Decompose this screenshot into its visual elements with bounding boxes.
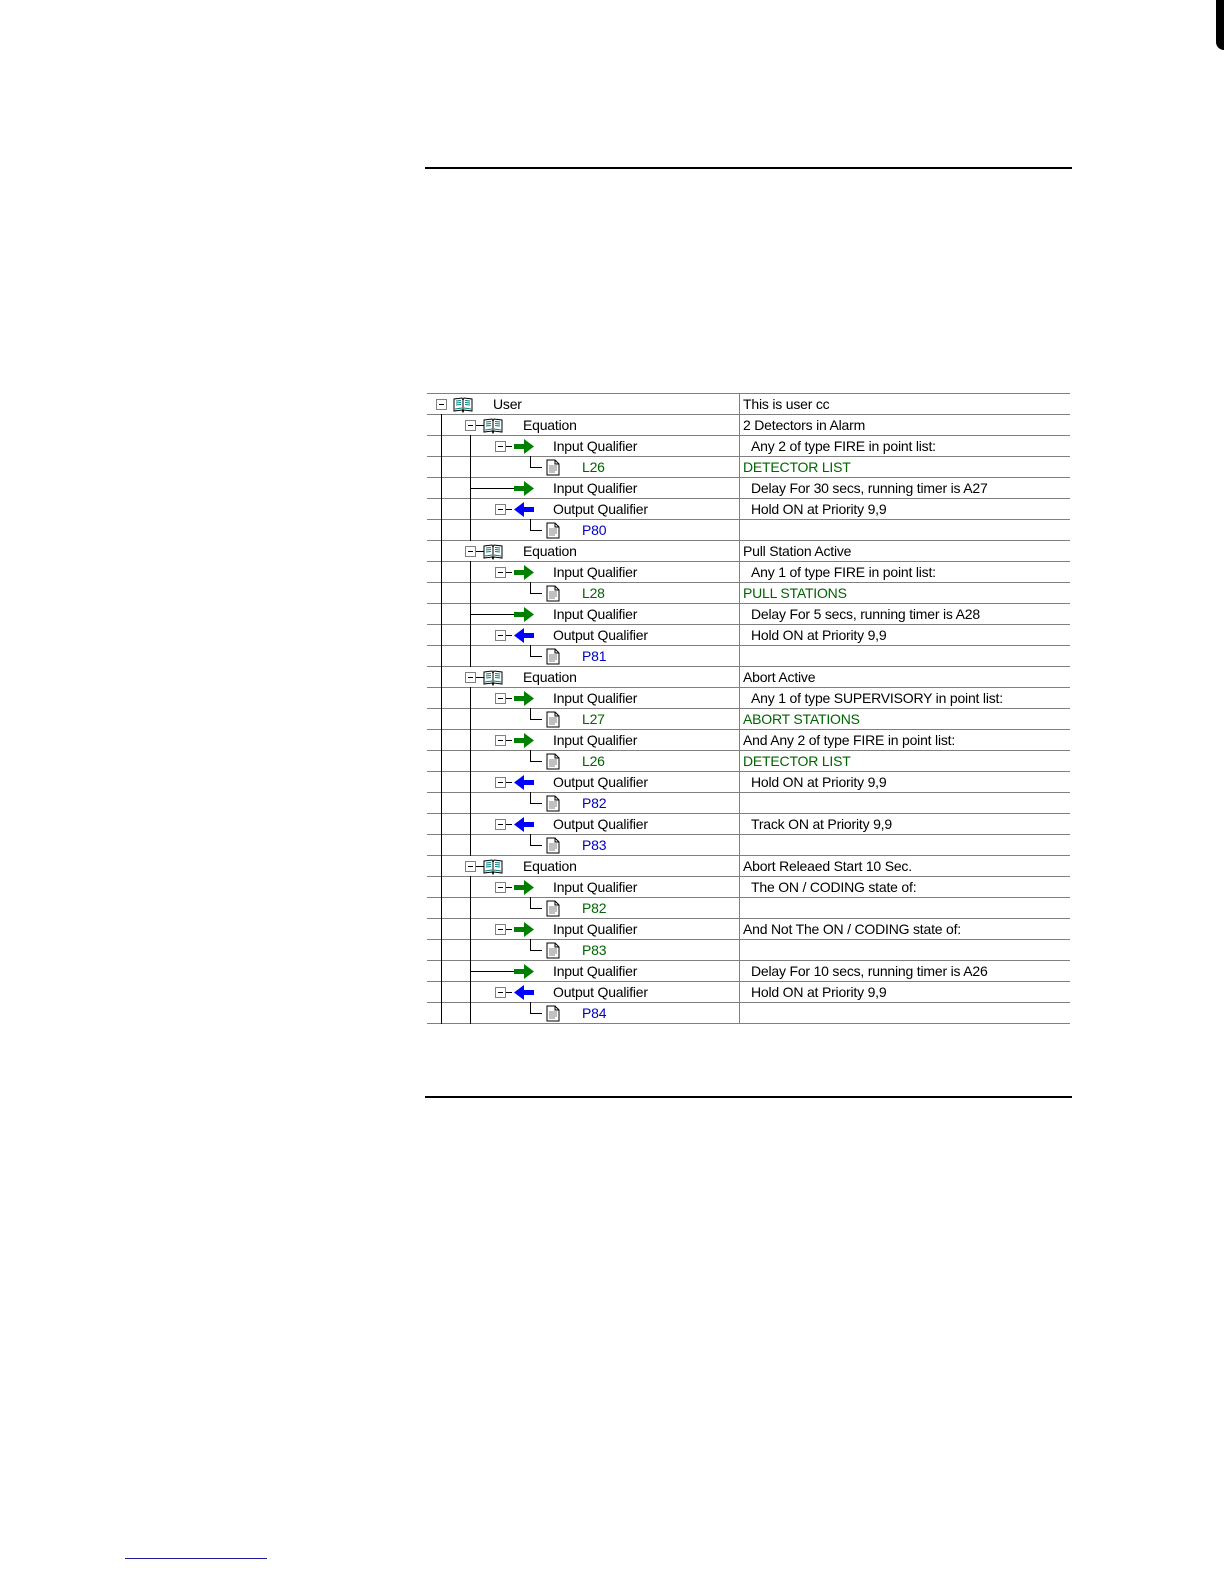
- tree-connector-root: [441, 603, 442, 625]
- tree-connector-equation: [470, 834, 471, 856]
- column-divider: [739, 792, 740, 814]
- footer-link-underline: [125, 1558, 267, 1559]
- column-divider: [739, 477, 740, 499]
- column-divider: [739, 498, 740, 520]
- column-divider: [739, 981, 740, 1003]
- tree-item-description: Hold ON at Priority 9,9: [751, 774, 887, 790]
- tree-connector-h: [530, 593, 542, 594]
- collapse-toggle[interactable]: [495, 735, 506, 746]
- tree-item-description: The ON / CODING state of:: [751, 879, 917, 895]
- tree-connector-root: [441, 771, 442, 793]
- collapse-toggle[interactable]: [495, 693, 506, 704]
- column-divider: [739, 624, 740, 646]
- tree-connector-root: [441, 876, 442, 898]
- column-divider: [739, 708, 740, 730]
- tree-connector-h: [530, 950, 542, 951]
- tree-row[interactable]: [427, 898, 1070, 919]
- tree-item-label: P82: [582, 795, 607, 811]
- tree-item-label: L28: [582, 585, 605, 601]
- tree-connector-h: [506, 635, 512, 636]
- tree-connector-h: [530, 719, 542, 720]
- tree-connector-h: [506, 887, 512, 888]
- top-rule: [425, 167, 1072, 169]
- tree-connector-root: [441, 666, 442, 688]
- column-divider: [739, 897, 740, 919]
- tree-item-label: L26: [582, 753, 605, 769]
- tree-row[interactable]: [427, 667, 1070, 688]
- tree-connector-root: [441, 687, 442, 709]
- tree-connector-root: [441, 414, 442, 436]
- tree-row[interactable]: [427, 415, 1070, 436]
- tree-connector-h: [506, 782, 512, 783]
- tree-item-label: Output Qualifier: [553, 501, 648, 517]
- tree-row[interactable]: [427, 520, 1070, 541]
- column-divider: [739, 687, 740, 709]
- tree-connector-h: [530, 656, 542, 657]
- tree-connector-root: [441, 477, 442, 499]
- tree-row[interactable]: [427, 457, 1070, 478]
- tree-connector-root: [441, 792, 442, 814]
- collapse-toggle[interactable]: [495, 777, 506, 788]
- tree-item-description: And Not The ON / CODING state of:: [743, 921, 962, 937]
- tree-row[interactable]: [427, 646, 1070, 667]
- tree-item-description: Delay For 10 secs, running timer is A26: [751, 963, 988, 979]
- tree-connector-h: [470, 971, 514, 972]
- tree-connector-equation: [470, 687, 471, 709]
- tree-connector-equation: [470, 435, 471, 457]
- tree-connector-h: [506, 740, 512, 741]
- tree-connector-root: [441, 750, 442, 772]
- tree-item-description: Abort Releaed Start 10 Sec.: [743, 858, 912, 874]
- tree-row[interactable]: [427, 919, 1070, 940]
- tree-connector-equation: [470, 729, 471, 751]
- tree-connector-equation: [470, 456, 471, 478]
- column-divider: [739, 750, 740, 772]
- tree-connector-equation: [470, 519, 471, 541]
- column-divider: [739, 414, 740, 436]
- tree-connector-root: [441, 855, 442, 877]
- tree-item-description: Delay For 30 secs, running timer is A27: [751, 480, 988, 496]
- tree-item-description: Hold ON at Priority 9,9: [751, 984, 887, 1000]
- tree-item-description: Any 1 of type SUPERVISORY in point list:: [751, 690, 1003, 706]
- tree-connector-h: [530, 761, 542, 762]
- tree-item-description: This is user cc: [743, 396, 830, 412]
- tree-connector-equation: [470, 771, 471, 793]
- tree-connector-leaf: [530, 645, 531, 656]
- tree-item-label: Input Qualifier: [553, 606, 638, 622]
- page-edge-tab: [1216, 0, 1224, 50]
- tree-item-label: Equation: [523, 417, 577, 433]
- tree-item-label: Input Qualifier: [553, 690, 638, 706]
- column-divider: [739, 918, 740, 940]
- tree-connector-equation: [470, 939, 471, 961]
- tree-connector-h: [506, 698, 512, 699]
- collapse-toggle[interactable]: [465, 546, 476, 557]
- tree-row[interactable]: [427, 814, 1070, 835]
- tree-item-label: P81: [582, 648, 607, 664]
- tree-item-description: Delay For 5 secs, running timer is A28: [751, 606, 980, 622]
- tree-connector-root: [441, 708, 442, 730]
- collapse-toggle[interactable]: [495, 567, 506, 578]
- tree-row[interactable]: [427, 436, 1070, 457]
- tree-row[interactable]: [427, 877, 1070, 898]
- tree-item-label: Input Qualifier: [553, 963, 638, 979]
- tree-item-label: P80: [582, 522, 607, 538]
- tree-connector-leaf: [530, 519, 531, 530]
- tree-connector-root: [441, 729, 442, 751]
- tree-item-label: Equation: [523, 858, 577, 874]
- tree-item-label: L26: [582, 459, 605, 475]
- tree-row[interactable]: [427, 604, 1070, 625]
- tree-connector-h: [530, 845, 542, 846]
- tree-item-description: 2 Detectors in Alarm: [743, 417, 866, 433]
- tree-row[interactable]: [427, 478, 1070, 499]
- tree-connector-root: [441, 561, 442, 583]
- tree-connector-root: [441, 939, 442, 961]
- tree-item-label: Output Qualifier: [553, 984, 648, 1000]
- tree-connector-root: [441, 834, 442, 856]
- tree-connector-h: [506, 509, 512, 510]
- tree-item-label: Input Qualifier: [553, 921, 638, 937]
- tree-connector-leaf: [530, 582, 531, 593]
- tree-connector-h: [506, 572, 512, 573]
- collapse-toggle[interactable]: [495, 504, 506, 515]
- tree-item-description: Hold ON at Priority 9,9: [751, 501, 887, 517]
- document-icon: [546, 1005, 560, 1027]
- column-divider: [739, 855, 740, 877]
- tree-row[interactable]: [427, 499, 1070, 520]
- tree-connector-root: [441, 1002, 442, 1024]
- tree-item-description: DETECTOR LIST: [743, 753, 851, 769]
- tree-connector-h: [530, 908, 542, 909]
- tree-connector-root: [441, 624, 442, 646]
- logic-tree-view: [427, 393, 1070, 1024]
- column-divider: [739, 666, 740, 688]
- collapse-toggle[interactable]: [495, 924, 506, 935]
- tree-connector-h: [470, 488, 514, 489]
- tree-connector-equation: [470, 708, 471, 730]
- tree-connector-h: [506, 446, 512, 447]
- tree-connector-h: [530, 467, 542, 468]
- tree-connector-equation: [470, 750, 471, 772]
- tree-connector-equation: [470, 981, 471, 1003]
- tree-connector-h: [530, 803, 542, 804]
- tree-item-description: Track ON at Priority 9,9: [751, 816, 892, 832]
- column-divider: [739, 519, 740, 541]
- tree-connector-h: [470, 614, 514, 615]
- column-divider: [739, 561, 740, 583]
- column-divider: [739, 876, 740, 898]
- tree-connector-equation: [470, 624, 471, 646]
- tree-item-label: Equation: [523, 669, 577, 685]
- tree-connector-leaf: [530, 456, 531, 467]
- tree-connector-equation: [470, 813, 471, 835]
- column-divider: [739, 456, 740, 478]
- tree-row[interactable]: [427, 982, 1070, 1003]
- tree-connector-h: [530, 530, 542, 531]
- collapse-toggle[interactable]: [495, 819, 506, 830]
- tree-row[interactable]: [427, 688, 1070, 709]
- tree-item-label: Output Qualifier: [553, 774, 648, 790]
- tree-connector-equation: [470, 1002, 471, 1024]
- tree-item-description: Hold ON at Priority 9,9: [751, 627, 887, 643]
- tree-row[interactable]: [427, 751, 1070, 772]
- column-divider: [739, 813, 740, 835]
- tree-item-label: P83: [582, 942, 607, 958]
- collapse-toggle[interactable]: [436, 399, 447, 410]
- tree-connector-equation: [470, 498, 471, 520]
- collapse-toggle[interactable]: [495, 882, 506, 893]
- tree-connector-h: [530, 1013, 542, 1014]
- collapse-toggle[interactable]: [465, 420, 476, 431]
- collapse-toggle[interactable]: [465, 672, 476, 683]
- bottom-rule: [425, 1096, 1072, 1098]
- tree-row[interactable]: [427, 772, 1070, 793]
- column-divider: [739, 939, 740, 961]
- tree-item-description: And Any 2 of type FIRE in point list:: [743, 732, 956, 748]
- tree-row[interactable]: [427, 856, 1070, 877]
- column-divider: [739, 435, 740, 457]
- tree-item-label: L27: [582, 711, 605, 727]
- tree-item-label: Output Qualifier: [553, 627, 648, 643]
- tree-row[interactable]: [427, 793, 1070, 814]
- tree-connector-root: [441, 498, 442, 520]
- tree-item-label: Input Qualifier: [553, 879, 638, 895]
- collapse-toggle[interactable]: [495, 987, 506, 998]
- tree-connector-root: [441, 981, 442, 1003]
- tree-item-description: Pull Station Active: [743, 543, 852, 559]
- tree-row[interactable]: [427, 562, 1070, 583]
- tree-connector-leaf: [530, 708, 531, 719]
- collapse-toggle[interactable]: [495, 630, 506, 641]
- column-divider: [739, 603, 740, 625]
- tree-item-label: Input Qualifier: [553, 732, 638, 748]
- tree-connector-leaf: [530, 1002, 531, 1013]
- tree-connector-h: [506, 824, 512, 825]
- tree-connector-h: [506, 929, 512, 930]
- tree-item-label: User: [493, 396, 522, 412]
- column-divider: [739, 729, 740, 751]
- tree-connector-root: [441, 813, 442, 835]
- tree-row[interactable]: [427, 835, 1070, 856]
- tree-row[interactable]: [427, 541, 1070, 562]
- tree-row[interactable]: [427, 730, 1070, 751]
- tree-connector-equation: [470, 918, 471, 940]
- tree-row[interactable]: [427, 961, 1070, 982]
- tree-connector-root: [441, 897, 442, 919]
- tree-item-description: DETECTOR LIST: [743, 459, 851, 475]
- tree-connector-equation: [470, 897, 471, 919]
- tree-item-description: Abort Active: [743, 669, 816, 685]
- tree-connector-equation: [470, 792, 471, 814]
- tree-connector-equation: [470, 582, 471, 604]
- tree-row[interactable]: [427, 394, 1070, 415]
- tree-connector-root: [441, 960, 442, 982]
- column-divider: [739, 393, 740, 415]
- tree-item-label: P82: [582, 900, 607, 916]
- tree-item-description: PULL STATIONS: [743, 585, 847, 601]
- column-divider: [739, 771, 740, 793]
- tree-connector-equation: [470, 561, 471, 583]
- tree-connector-root: [441, 918, 442, 940]
- tree-row[interactable]: [427, 1003, 1070, 1024]
- tree-item-description: Any 2 of type FIRE in point list:: [751, 438, 936, 454]
- column-divider: [739, 540, 740, 562]
- tree-connector-root: [441, 645, 442, 667]
- tree-connector-equation: [470, 645, 471, 667]
- tree-item-label: Equation: [523, 543, 577, 559]
- tree-item-description: ABORT STATIONS: [743, 711, 860, 727]
- tree-connector-equation: [470, 876, 471, 898]
- tree-row[interactable]: [427, 583, 1070, 604]
- tree-item-label: P83: [582, 837, 607, 853]
- tree-connector-root: [441, 456, 442, 478]
- collapse-toggle[interactable]: [495, 441, 506, 452]
- tree-item-label: Input Qualifier: [553, 564, 638, 580]
- column-divider: [739, 582, 740, 604]
- column-divider: [739, 960, 740, 982]
- tree-connector-root: [441, 519, 442, 541]
- tree-item-label: Input Qualifier: [553, 480, 638, 496]
- tree-connector-leaf: [530, 834, 531, 845]
- tree-connector-leaf: [530, 939, 531, 950]
- column-divider: [739, 834, 740, 856]
- tree-row[interactable]: [427, 625, 1070, 646]
- tree-connector-root: [441, 540, 442, 562]
- tree-item-label: Output Qualifier: [553, 816, 648, 832]
- tree-connector-root: [441, 435, 442, 457]
- column-divider: [739, 1002, 740, 1024]
- tree-connector-root: [441, 582, 442, 604]
- tree-row[interactable]: [427, 940, 1070, 961]
- tree-connector-leaf: [530, 897, 531, 908]
- tree-item-description: Any 1 of type FIRE in point list:: [751, 564, 936, 580]
- tree-item-label: Input Qualifier: [553, 438, 638, 454]
- column-divider: [739, 645, 740, 667]
- tree-item-label: P84: [582, 1005, 607, 1021]
- tree-connector-h: [506, 992, 512, 993]
- tree-row[interactable]: [427, 709, 1070, 730]
- tree-connector-leaf: [530, 792, 531, 803]
- tree-connector-leaf: [530, 750, 531, 761]
- collapse-toggle[interactable]: [465, 861, 476, 872]
